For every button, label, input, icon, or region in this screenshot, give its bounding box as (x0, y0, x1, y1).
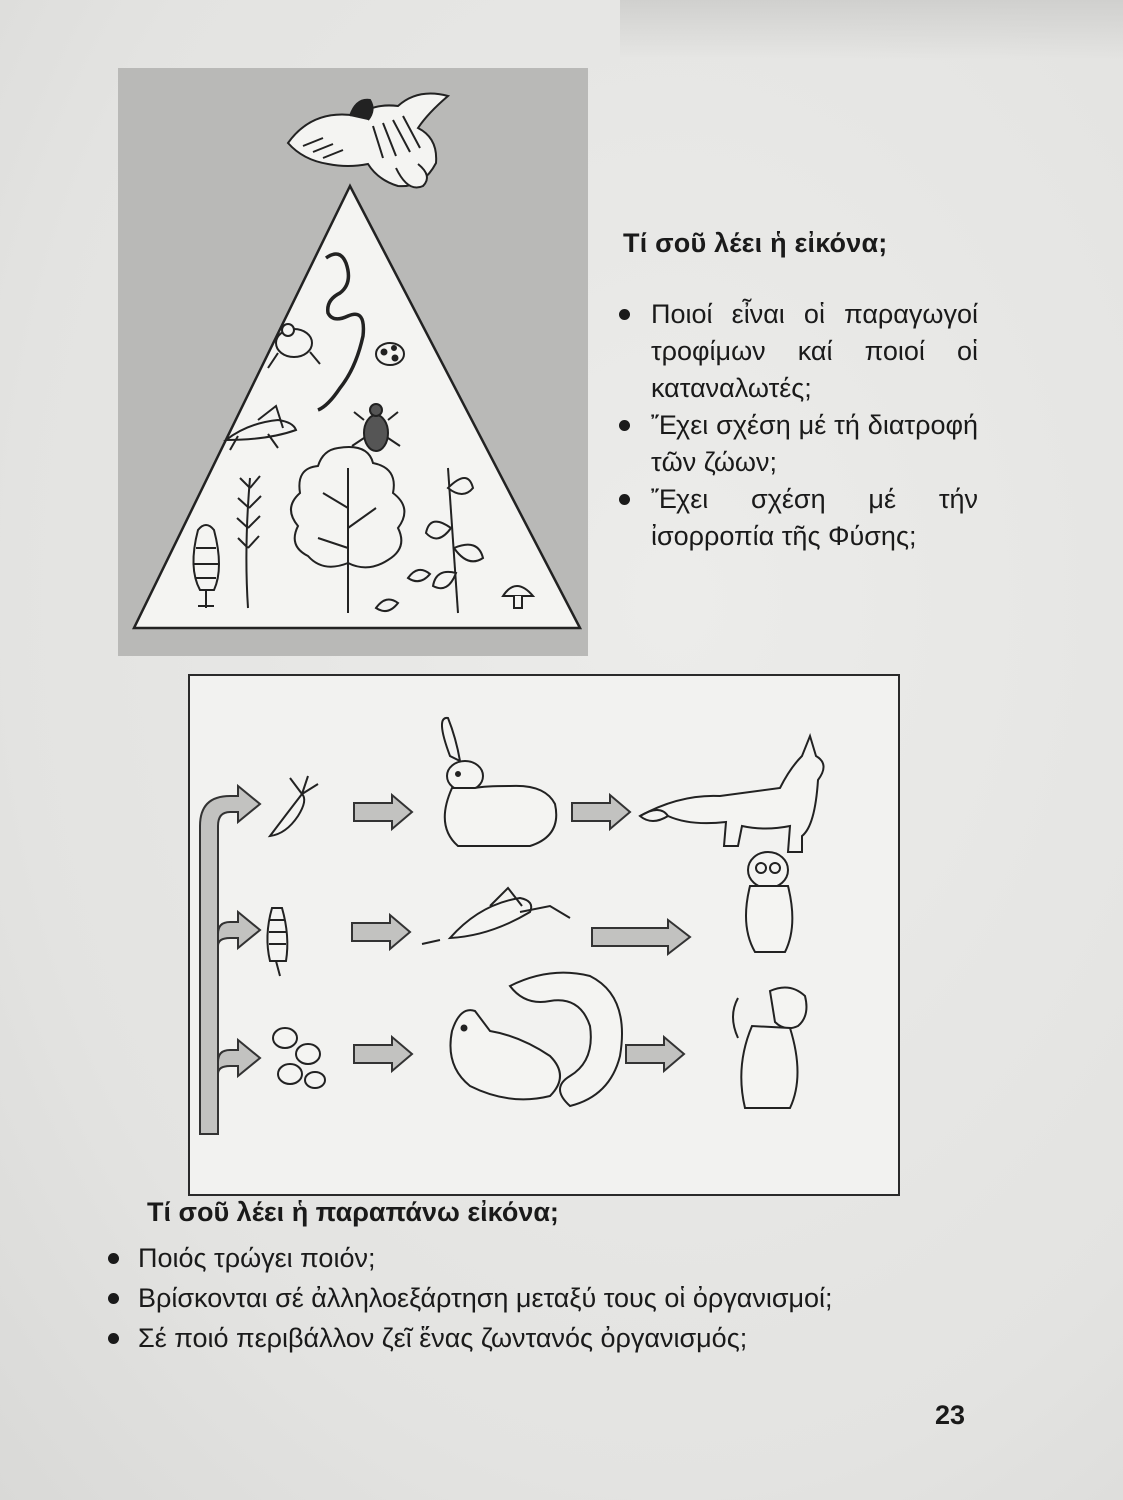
eagle-icon (288, 94, 448, 188)
list-item (613, 296, 978, 407)
list-item (100, 1318, 1000, 1358)
arrow-squirrel-to-dog (626, 1037, 684, 1071)
fox-icon (640, 736, 824, 852)
bullet-icon (619, 420, 630, 431)
question-text: Ποιός τρώγει ποιόν; (138, 1243, 376, 1273)
branch-arrow-middle (218, 912, 260, 948)
squirrel-icon (450, 973, 622, 1106)
list-item (100, 1278, 1000, 1318)
arrow-grasshopper-to-owl (592, 920, 690, 954)
dog-icon (733, 987, 806, 1108)
branch-arrow-trunk (200, 786, 260, 1134)
rabbit-icon (442, 718, 556, 846)
bullet-icon (619, 309, 630, 320)
question-text: Ἔχει σχέση μέ τήν ἰσορροπία τῆς Φύσης; (651, 484, 978, 551)
question-text: Ποιοί εἶναι οἱ παραγωγοί τροφίμων καί ποιοί οἱ καταναλωτές; (651, 299, 978, 403)
list-item (100, 1238, 1000, 1278)
bullet-icon (108, 1253, 119, 1264)
question-block-1-title: Τί σοῦ λέει ἡ εἰκόνα; (623, 228, 888, 258)
arrow-corn-to-grasshopper (352, 915, 410, 949)
food-chain-diagram (188, 674, 900, 1196)
question-text: Βρίσκονται σέ ἀλληλοεξάρτηση μεταξύ τους οἱ ὀργανισμοί; (138, 1283, 833, 1313)
bullet-icon (108, 1293, 119, 1304)
branch-arrow-bottom (218, 1040, 260, 1076)
scan-shadow (620, 0, 1123, 60)
bullet-icon (108, 1333, 119, 1344)
ladybug-icon (376, 343, 404, 365)
acorns-icon (273, 1028, 325, 1088)
grasshopper-icon (422, 888, 570, 944)
list-item (613, 481, 978, 555)
page-number: 23 (935, 1400, 966, 1430)
list-item (613, 407, 978, 481)
arrow-acorns-to-squirrel (354, 1037, 412, 1071)
question-block-2-list (100, 1238, 1000, 1358)
question-text: Σέ ποιό περιβάλλον ζεῖ ἕνας ζωντανός ὀργανισμός; (138, 1323, 748, 1353)
corn-icon (267, 908, 287, 976)
arrow-rabbit-to-fox (572, 795, 630, 829)
question-block-2-title: Τί σοῦ λέει ἡ παραπάνω εἰκόνα; (147, 1197, 559, 1227)
food-pyramid-illustration (118, 68, 588, 656)
question-text: Ἔχει σχέση μέ τή διατροφή τῶν ζώων; (651, 410, 978, 477)
question-block-1-list (613, 296, 978, 555)
carrot-icon (270, 776, 318, 836)
bullet-icon (619, 494, 630, 505)
arrow-carrot-to-rabbit (354, 795, 412, 829)
owl-icon (746, 852, 792, 952)
